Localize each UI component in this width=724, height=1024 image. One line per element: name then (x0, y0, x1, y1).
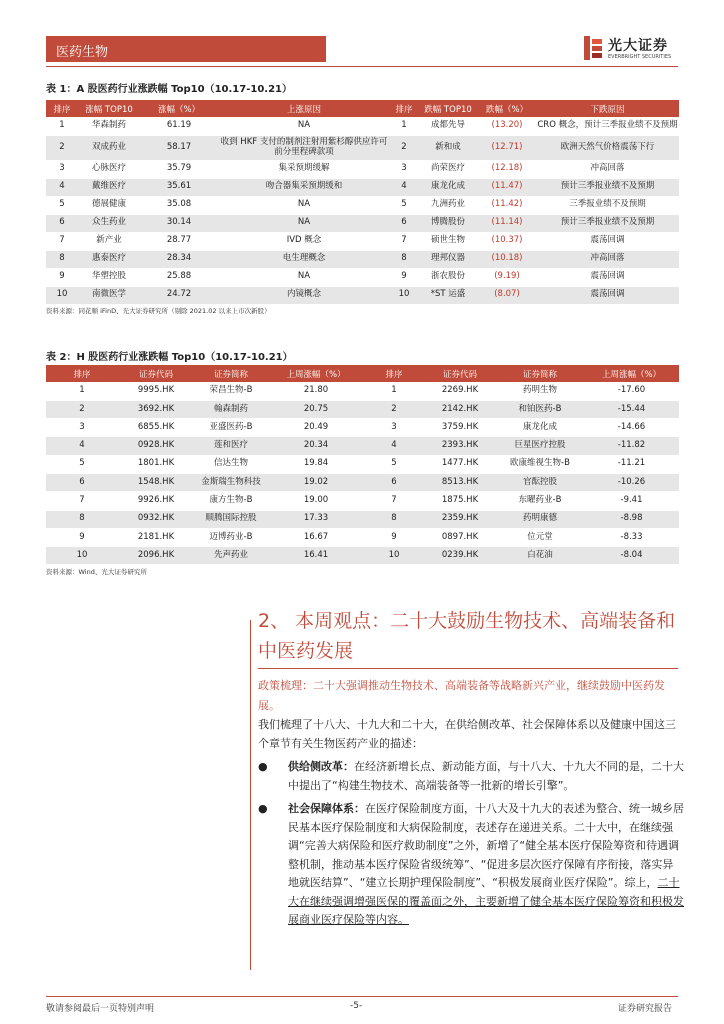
table2-header-row (46, 365, 679, 382)
page-number: -5- (350, 1001, 363, 1011)
table-cell: 2181.HK (118, 528, 194, 546)
section-name: 医药生物 (56, 45, 109, 60)
table-cell: 5 (364, 455, 424, 473)
table-cell: 7 (364, 492, 424, 510)
table2-header-cell: 排序 (46, 365, 118, 382)
section-left-rule (250, 620, 251, 970)
table-cell: 20.75 (268, 400, 364, 418)
table-cell: 30.14 (140, 214, 218, 232)
table-cell: 7 (46, 232, 78, 250)
table-cell: 5 (46, 455, 118, 473)
table-cell: -17.60 (584, 382, 679, 400)
table-cell: 35.61 (140, 178, 218, 196)
table-cell: 16.67 (268, 528, 364, 546)
table-row (46, 178, 679, 196)
table-cell: 亚盛医药-B (194, 419, 268, 437)
table-cell: 3 (46, 419, 118, 437)
table2-h-share-top10 (46, 365, 679, 565)
table-cell: 金斯瑞生物科技 (194, 473, 268, 491)
table-cell: 心脉医疗 (78, 160, 140, 178)
table-cell: -9.41 (584, 492, 679, 510)
table-cell: 1801.HK (118, 455, 194, 473)
table-row (46, 232, 679, 250)
table-cell: -10.26 (584, 473, 679, 491)
table-row (46, 214, 679, 232)
table-cell: 8 (46, 250, 78, 268)
table-cell: 先声药业 (194, 547, 268, 565)
table-cell: 19.02 (268, 473, 364, 491)
table-cell: 35.79 (140, 160, 218, 178)
table-cell: 康龙化成 (418, 178, 478, 196)
table-cell: 顺腾国际控股 (194, 510, 268, 528)
table1-header-cell: 排序 (46, 100, 78, 117)
table-cell: 1477.HK (424, 455, 496, 473)
bullet2-underlined-conclusion: 二十大在继续强调增强医保的覆盖面之外，主要新增了健全基本医疗保险筹资和积极发展商业医疗保险等内容。 (288, 876, 684, 926)
table-cell: 0897.HK (424, 528, 496, 546)
table1-caption: 表 1：A 股医药行业涨跌幅 Top10（10.17-10.21） (46, 84, 292, 95)
table-cell: 3692.HK (118, 400, 194, 418)
table1-source: 资料来源：同花顺 iFinD、光大证券研究所（剔除 2021.02 以来上市次新股） (46, 307, 271, 315)
table-row (46, 419, 679, 437)
table-cell: 2393.HK (424, 437, 496, 455)
table-row (46, 117, 679, 135)
table-cell: (12.71) (478, 135, 536, 160)
table-cell: 九洲药业 (418, 196, 478, 214)
table-cell: 位元堂 (496, 528, 584, 546)
table-cell: 冲高回落 (536, 250, 679, 268)
table-cell: 9 (46, 268, 78, 286)
table1-header-cell: 排序 (390, 100, 418, 117)
table-cell: NA (218, 214, 390, 232)
table-cell: 4 (46, 437, 118, 455)
table-cell: 16.41 (268, 547, 364, 565)
table-cell: 5 (46, 196, 78, 214)
logo-text-en: EVERBRIGHT SECURITIES (608, 54, 672, 60)
table-cell: 新和成 (418, 135, 478, 160)
table-cell: 3759.HK (424, 419, 496, 437)
table-cell: 博腾股份 (418, 214, 478, 232)
table-cell: 9995.HK (118, 382, 194, 400)
table-cell: 1875.HK (424, 492, 496, 510)
logo-text-cn: 光大证券 (608, 38, 668, 54)
table-cell: 1 (390, 117, 418, 135)
table-cell: 2269.HK (424, 382, 496, 400)
table-cell: (8.07) (478, 286, 536, 304)
table-row (46, 528, 679, 546)
bullet1-text: 在经济新增长点、新动能方面，与十八大、十九大不同的是，二十大中提出了“构建生物技术、高端装备等一批新的增长引擎”。 (288, 760, 684, 792)
table-cell: 4 (364, 437, 424, 455)
table-cell: 0928.HK (118, 437, 194, 455)
table-row (46, 455, 679, 473)
table-cell: 35.08 (140, 196, 218, 214)
table2-header-cell: 排序 (364, 365, 424, 382)
table-cell: 2359.HK (424, 510, 496, 528)
table-cell: 收到 HKF 支付的制剂注射用紫杉醇供应许可前分里程碑款项 (218, 135, 390, 160)
table-cell: 7 (390, 232, 418, 250)
table-cell: 震荡回调 (536, 232, 679, 250)
table-cell: (10.18) (478, 250, 536, 268)
table-cell: 58.17 (140, 135, 218, 160)
table-cell: NA (218, 268, 390, 286)
table-cell: 6 (364, 473, 424, 491)
table1-header-cell: 涨幅 TOP10 (78, 100, 140, 117)
table-cell: 众生药业 (78, 214, 140, 232)
table-cell: 华塑控股 (78, 268, 140, 286)
table-cell: (12.18) (478, 160, 536, 178)
footer-report-type: 证券研究报告 (618, 1004, 673, 1014)
company-logo (584, 34, 684, 64)
table-cell: 集采预期缓解 (218, 160, 390, 178)
table-cell: 白花油 (496, 547, 584, 565)
table-cell: 10 (390, 286, 418, 304)
table-row (46, 196, 679, 214)
table-cell: 东曜药业-B (496, 492, 584, 510)
table-cell: 巨星医疗控股 (496, 437, 584, 455)
table-cell: (11.42) (478, 196, 536, 214)
table-cell: (10.37) (478, 232, 536, 250)
table1-header-cell: 上涨原因 (218, 100, 390, 117)
table-cell: 荣昌生物-B (194, 382, 268, 400)
table-cell: 新产业 (78, 232, 140, 250)
table2-header-cell: 证券简称 (194, 365, 268, 382)
table-cell: (13.20) (478, 117, 536, 135)
table-cell: 4 (46, 178, 78, 196)
table2-header-cell: 证券代码 (118, 365, 194, 382)
table-cell: 8513.HK (424, 473, 496, 491)
table-cell: 三季报业绩不及预期 (536, 196, 679, 214)
table-cell: 官酝控股 (496, 473, 584, 491)
table-cell: 硕世生物 (418, 232, 478, 250)
table-cell: 莲和医疗 (194, 437, 268, 455)
table-cell: 药明康德 (496, 510, 584, 528)
table-cell: (9.19) (478, 268, 536, 286)
table-cell: 理邦仪器 (418, 250, 478, 268)
table2-header-cell: 上周涨幅（%） (268, 365, 364, 382)
table-cell: 2142.HK (424, 400, 496, 418)
table-cell: 预计三季报业绩不及预期 (536, 178, 679, 196)
table-row (46, 437, 679, 455)
table-cell: NA (218, 117, 390, 135)
table-cell: 9 (46, 528, 118, 546)
table-row (46, 250, 679, 268)
table-cell: (11.14) (478, 214, 536, 232)
table-row (46, 286, 679, 304)
bullet1-label: 供给侧改革： (288, 760, 354, 773)
footer-divider (46, 996, 678, 997)
table-row (46, 400, 679, 418)
table-cell: 康方生物-B (194, 492, 268, 510)
table-cell: 10 (364, 547, 424, 565)
section-header-band (46, 36, 326, 62)
table2-source: 资料来源：Wind、光大证券研究所 (46, 568, 147, 576)
logo-mark-icon (584, 36, 602, 60)
policy-summary: 政策梳理：二十大强调推动生物技术、高端装备等战略新兴产业，继续鼓励中医药发展。 (258, 679, 665, 712)
table-cell: 3 (46, 160, 78, 178)
table-cell: 预计三季报业绩不及预期 (536, 214, 679, 232)
table-cell: 欧洲天然气价格震荡下行 (536, 135, 679, 160)
table-cell: 0239.HK (424, 547, 496, 565)
table-cell: 德展健康 (78, 196, 140, 214)
table-cell: 翰森制药 (194, 400, 268, 418)
table-cell: CRO 概念，预计三季报业绩不及预期 (536, 117, 679, 135)
table-cell: 康龙化成 (496, 419, 584, 437)
table-cell: 迈博药业-B (194, 528, 268, 546)
table-cell: 19.00 (268, 492, 364, 510)
table-row (46, 473, 679, 491)
table-cell: 1 (46, 382, 118, 400)
table2-header-cell: 证券简称 (496, 365, 584, 382)
table-cell: 24.72 (140, 286, 218, 304)
table-cell: 尚荣医疗 (418, 160, 478, 178)
table-cell: 2 (364, 400, 424, 418)
table-cell: 1 (46, 117, 78, 135)
table-cell: 欧康维视生物-B (496, 455, 584, 473)
section-title: 2、 本周观点：二十大鼓励生物技术、高端装备和中医药发展 (258, 610, 676, 662)
table-cell: 2 (390, 135, 418, 160)
table-cell: (11.47) (478, 178, 536, 196)
table-cell: 10 (46, 286, 78, 304)
table-row (46, 382, 679, 400)
table-cell: 8 (46, 510, 118, 528)
table-cell: 戴维医疗 (78, 178, 140, 196)
table-cell: 吻合器集采预期缓和 (218, 178, 390, 196)
table-cell: -8.04 (584, 547, 679, 565)
table-row (46, 268, 679, 286)
table-cell: 28.77 (140, 232, 218, 250)
bullet2-label: 社会保障体系： (288, 802, 365, 815)
table-cell: 6 (390, 214, 418, 232)
table-row (46, 547, 679, 565)
table-cell: 25.88 (140, 268, 218, 286)
table-cell: -14.66 (584, 419, 679, 437)
table1-header-cell: 下跌原因 (536, 100, 679, 117)
table-row (46, 160, 679, 178)
table-cell: 9 (390, 268, 418, 286)
table-cell: 和铂医药-B (496, 400, 584, 418)
table-cell: 2 (46, 400, 118, 418)
table-cell: 信达生物 (194, 455, 268, 473)
table-cell: 4 (390, 178, 418, 196)
table-cell: 震荡回调 (536, 268, 679, 286)
table1-header-cell: 涨幅（%） (140, 100, 218, 117)
table-cell: 19.84 (268, 455, 364, 473)
bullet-dot-icon: ● (258, 760, 268, 773)
table1-header-cell: 跌幅 TOP10 (418, 100, 478, 117)
table-cell: 7 (46, 492, 118, 510)
table-cell: 9926.HK (118, 492, 194, 510)
table-cell: -11.82 (584, 437, 679, 455)
table-cell: 浙农股份 (418, 268, 478, 286)
table2-header-cell: 证券代码 (424, 365, 496, 382)
table-row (46, 510, 679, 528)
table-cell: 61.19 (140, 117, 218, 135)
table-cell: *ST 运盛 (418, 286, 478, 304)
table-cell: 南微医学 (78, 286, 140, 304)
table-cell: 20.49 (268, 419, 364, 437)
table2-caption: 表 2：H 股医药行业涨跌幅 Top10（10.17-10.21） (46, 352, 293, 363)
intro-paragraph: 我们梳理了十八大、十九大和二十大，在供给侧改革、社会保障体系以及健康中国这三个章节有关生物医药产业的描述： (258, 718, 676, 750)
table-row (46, 135, 679, 160)
table-cell: NA (218, 196, 390, 214)
table-cell: 6855.HK (118, 419, 194, 437)
table-cell: -8.98 (584, 510, 679, 528)
table-cell: 9 (364, 528, 424, 546)
table-cell: 双成药业 (78, 135, 140, 160)
table-cell: 20.34 (268, 437, 364, 455)
table-cell: -8.33 (584, 528, 679, 546)
section-title-underline (258, 668, 678, 669)
table-cell: 2 (46, 135, 78, 160)
table-cell: 0932.HK (118, 510, 194, 528)
header-divider (46, 66, 678, 67)
table-cell: 3 (364, 419, 424, 437)
table-cell: 8 (390, 250, 418, 268)
table-cell: 震荡回调 (536, 286, 679, 304)
table-cell: 3 (390, 160, 418, 178)
table-cell: 药明生物 (496, 382, 584, 400)
table-cell: 成都先导 (418, 117, 478, 135)
table-cell: 28.34 (140, 250, 218, 268)
table2-header-cell: 上周涨幅（%） (584, 365, 679, 382)
table-cell: 8 (364, 510, 424, 528)
table-cell: 10 (46, 547, 118, 565)
table-cell: 内镜概念 (218, 286, 390, 304)
table-cell: 17.33 (268, 510, 364, 528)
table-cell: 1 (364, 382, 424, 400)
table-cell: -11.21 (584, 455, 679, 473)
table-cell: -15.44 (584, 400, 679, 418)
table1-header-cell: 跌幅（%） (478, 100, 536, 117)
table-cell: IVD 概念 (218, 232, 390, 250)
footer-disclaimer: 敬请参阅最后一页特别声明 (46, 1004, 155, 1014)
table-cell: 2096.HK (118, 547, 194, 565)
table-cell: 惠泰医疗 (78, 250, 140, 268)
table-cell: 6 (46, 214, 78, 232)
table-cell: 21.80 (268, 382, 364, 400)
table-cell: 1548.HK (118, 473, 194, 491)
bullet-dot-icon: ● (258, 802, 268, 815)
table-cell: 5 (390, 196, 418, 214)
table1-header-row (46, 100, 679, 117)
table-row (46, 492, 679, 510)
bullet2-text: 在医疗保险制度方面，十八大及十九大的表述为整合、统一城乡居民基本医疗保险制度和大病保险制度，表述存在递进关系。二十大中，在继续强调“完善大病保险和医疗救助制度”之外，新增了“健全基本医疗保险筹资和待遇调整机制，推动基本医疗保险省级统筹”、“促进多层次医疗保障有序衔接，落实异地就医结算”、“建立长期护理保险制度”、“积极发展商业医疗保险”。综上， (288, 802, 684, 889)
table-cell: 冲高回落 (536, 160, 679, 178)
table-cell: 6 (46, 473, 118, 491)
table1-a-share-top10 (46, 100, 679, 305)
table-cell: 华森制药 (78, 117, 140, 135)
table-cell: 电生理概念 (218, 250, 390, 268)
